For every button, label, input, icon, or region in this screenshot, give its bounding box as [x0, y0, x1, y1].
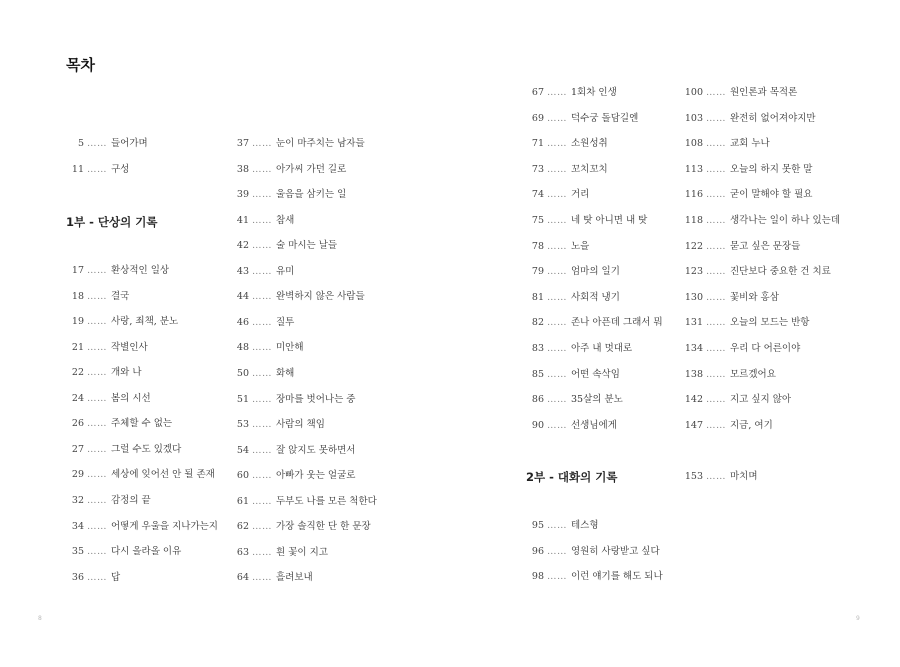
page-ref: 54: [236, 444, 249, 456]
page-ref: 123: [684, 266, 703, 278]
leader-dots: ……: [547, 87, 567, 98]
leader-dots: ……: [252, 521, 272, 533]
page-ref: 64: [236, 572, 249, 584]
leader-dots: ……: [252, 189, 272, 201]
page-ref: 51: [236, 393, 249, 405]
toc-entry: [231, 290, 365, 304]
entry-title: 두부도 나를 모른 척한다: [276, 495, 377, 507]
entry-title: 오늘의 모드는 반항: [730, 317, 810, 329]
entry-title: 선생님에게: [571, 419, 617, 431]
toc-column: [225, 0, 450, 667]
page-ref: 96: [531, 545, 544, 557]
toc-entry: [681, 214, 840, 228]
leader-dots: ……: [547, 163, 567, 175]
leader-dots: ……: [87, 316, 107, 328]
toc-entry: [231, 495, 377, 509]
page-ref: 73: [531, 163, 544, 175]
toc-entry: [526, 519, 599, 533]
leader-dots: ……: [547, 394, 567, 406]
page-ref: 17: [71, 265, 84, 276]
toc-entry: [231, 546, 328, 560]
toc-entry: [681, 240, 800, 254]
page-ref: 71: [531, 138, 544, 150]
page-ref: 42: [236, 240, 249, 252]
leader-dots: ……: [547, 215, 567, 226]
page-ref: 32: [71, 494, 84, 506]
entry-title: 생각나는 일이 하나 있는데: [730, 215, 841, 226]
leader-dots: ……: [706, 266, 726, 278]
toc-entry: [681, 316, 809, 330]
leader-dots: ……: [547, 112, 567, 124]
leader-dots: ……: [87, 571, 107, 583]
entry-title: 모르겠어요: [730, 368, 776, 380]
entry-title: 1회차 인생: [571, 87, 617, 98]
page-ref: 86: [531, 394, 544, 406]
entry-title: 35살의 분노: [571, 394, 623, 406]
part-heading: 1부 - 단상의 기록: [66, 215, 158, 229]
entry-title: 원인론과 목적론: [730, 87, 798, 98]
leader-dots: ……: [87, 163, 107, 175]
toc-entry: [66, 494, 151, 508]
right-page: [450, 0, 900, 667]
toc-entry: [681, 265, 831, 279]
toc-entry: [681, 188, 812, 202]
page-ref: 78: [531, 240, 544, 252]
leader-dots: ……: [87, 341, 107, 353]
page-ref: 98: [531, 571, 544, 582]
page-ref: 11: [71, 163, 84, 175]
toc-entry: [231, 239, 337, 253]
leader-dots: ……: [547, 291, 567, 303]
entry-title: 마치며: [730, 471, 758, 482]
entry-title: 엄마의 일기: [571, 266, 620, 278]
page-ref: 60: [236, 470, 249, 482]
entry-title: 소원성취: [571, 138, 608, 150]
entry-title: 우리 다 어른이야: [730, 343, 801, 354]
entry-title: 덕수궁 돌담길엔: [571, 112, 639, 124]
page-number: 8: [38, 615, 42, 622]
page-ref: 63: [236, 546, 249, 558]
entry-title: 구성: [111, 163, 130, 175]
leader-dots: ……: [706, 394, 726, 406]
leader-dots: ……: [706, 419, 726, 431]
entry-title: 가장 솔직한 단 한 문장: [276, 521, 371, 533]
page-ref: 24: [71, 392, 84, 404]
leader-dots: ……: [252, 342, 272, 354]
page-ref: 21: [71, 341, 84, 353]
page-ref: 27: [71, 443, 84, 455]
leader-dots: ……: [252, 367, 272, 379]
entry-title: 흘려보내: [276, 572, 313, 584]
leader-dots: ……: [547, 266, 567, 278]
page-ref: 82: [531, 317, 544, 329]
toc-entry: [66, 520, 218, 534]
page-ref: 53: [236, 419, 249, 431]
leader-dots: ……: [547, 520, 567, 531]
toc-column: [0, 0, 225, 667]
toc-entry: [231, 571, 313, 585]
leader-dots: ……: [87, 546, 107, 558]
page-ref: 116: [684, 189, 703, 201]
leader-dots: ……: [706, 189, 726, 201]
entry-title: 흰 꽃이 지고: [276, 546, 328, 558]
page-ref: 43: [236, 265, 249, 277]
toc-entry: [231, 137, 365, 151]
toc-entry: [66, 545, 181, 559]
entry-title: 그럴 수도 있겠다: [111, 443, 182, 455]
entry-title: 어떤 속삭임: [571, 368, 620, 380]
toc-entry: [66, 392, 151, 406]
page-ref: 81: [531, 291, 544, 303]
leader-dots: ……: [87, 494, 107, 506]
leader-dots: ……: [547, 138, 567, 150]
page-ref: 41: [236, 214, 249, 226]
leader-dots: ……: [252, 444, 272, 456]
leader-dots: ……: [87, 520, 107, 532]
page-ref: 50: [236, 367, 249, 379]
entry-title: 꼬치꼬치: [571, 163, 608, 175]
entry-title: 영원히 사랑받고 싶다: [571, 545, 660, 557]
entry-title: 질투: [276, 316, 295, 328]
leader-dots: ……: [706, 215, 726, 226]
entry-title: 묻고 싶은 문장들: [730, 240, 801, 252]
leader-dots: ……: [547, 571, 567, 582]
leader-dots: ……: [706, 163, 726, 175]
toc-entry: [681, 470, 758, 484]
page-ref: 103: [684, 112, 703, 124]
toc-entry: [66, 417, 172, 431]
entry-title: 결국: [111, 290, 130, 302]
toc-entry: [681, 368, 776, 382]
page-ref: 61: [236, 495, 249, 507]
page-ref: 122: [684, 240, 703, 252]
entry-title: 이런 얘기를 해도 되나: [571, 571, 663, 582]
toc-entry: [231, 163, 346, 177]
leader-dots: ……: [252, 546, 272, 558]
toc-entry: [66, 468, 215, 482]
leader-dots: ……: [87, 418, 107, 430]
leader-dots: ……: [252, 138, 272, 149]
toc-entry: [231, 393, 355, 407]
leader-dots: ……: [547, 368, 567, 380]
page-ref: 90: [531, 419, 544, 431]
leader-dots: ……: [252, 291, 272, 303]
toc-entry: [231, 520, 371, 534]
leader-dots: ……: [706, 87, 726, 98]
page-ref: 95: [531, 520, 544, 531]
entry-title: 아주 내 멋대로: [571, 343, 633, 354]
page-ref: 48: [236, 342, 249, 354]
entry-title: 아가씨 가던 길로: [276, 163, 347, 175]
page-ref: 29: [71, 469, 84, 481]
entry-title: 술 마시는 날들: [276, 240, 338, 252]
entry-title: 울음을 삼키는 일: [276, 189, 347, 201]
leader-dots: ……: [706, 368, 726, 380]
toc-entry: [681, 112, 816, 126]
entry-title: 유미: [276, 265, 295, 277]
leader-dots: ……: [547, 317, 567, 329]
leader-dots: ……: [706, 317, 726, 329]
leader-dots: ……: [252, 240, 272, 252]
entry-title: 어떻게 우울을 지나가는지: [111, 520, 218, 532]
entry-title: 답: [111, 571, 121, 583]
toc-entry: [526, 545, 660, 559]
leader-dots: ……: [706, 471, 726, 482]
entry-title: 꽃비와 홍삼: [730, 291, 779, 303]
part-heading: 2부 - 대화의 기록: [526, 470, 618, 484]
page-ref: 79: [531, 266, 544, 278]
leader-dots: ……: [252, 495, 272, 507]
entry-title: 진단보다 중요한 건 치료: [730, 266, 831, 278]
toc-entry: [66, 366, 142, 380]
page-ref: 44: [236, 291, 249, 303]
leader-dots: ……: [252, 470, 272, 482]
page-ref: 22: [71, 367, 84, 379]
page-ref: 46: [236, 316, 249, 328]
toc-entry: [231, 341, 304, 355]
page-ref: 67: [531, 87, 544, 98]
page-ref: 69: [531, 112, 544, 124]
toc-entry: [231, 367, 294, 381]
page-ref: 37: [236, 138, 249, 149]
page-ref: 36: [71, 571, 84, 583]
leader-dots: ……: [252, 163, 272, 175]
entry-title: 교회 누나: [730, 138, 770, 150]
page-ref: 75: [531, 215, 544, 226]
entry-title: 참새: [276, 214, 295, 226]
leader-dots: ……: [252, 572, 272, 584]
page-ref: 100: [684, 87, 703, 98]
entry-title: 봄의 시선: [111, 392, 151, 404]
toc-entry: [681, 419, 773, 433]
page-ref: 147: [684, 419, 703, 431]
leader-dots: ……: [87, 367, 107, 379]
entry-title: 거리: [571, 189, 590, 201]
toc-entry: [681, 163, 812, 177]
entry-title: 사랑, 죄책, 분노: [111, 316, 179, 328]
page-number: 9: [856, 615, 860, 622]
entry-title: 세상에 잊어선 안 될 존재: [111, 469, 215, 481]
page-ref: 131: [684, 317, 703, 329]
leader-dots: ……: [547, 240, 567, 252]
entry-title: 테스형: [571, 520, 599, 531]
entry-title: 환상적인 일상: [111, 265, 170, 276]
page-ref: 153: [684, 471, 703, 482]
page-ref: 138: [684, 368, 703, 380]
leader-dots: ……: [87, 443, 107, 455]
page-ref: 34: [71, 520, 84, 532]
leader-dots: ……: [252, 419, 272, 431]
page-ref: 130: [684, 291, 703, 303]
page-ref: 35: [71, 546, 84, 558]
leader-dots: ……: [87, 265, 107, 276]
entry-title: 들어가며: [111, 138, 148, 149]
toc-entry: [231, 214, 294, 228]
entry-title: 작별인사: [111, 341, 148, 353]
leader-dots: ……: [252, 265, 272, 277]
entry-title: 감정의 끝: [111, 494, 151, 506]
toc-entry: [681, 291, 779, 305]
entry-title: 잘 앉지도 못하면서: [276, 444, 356, 456]
toc-entry: [231, 469, 355, 483]
leader-dots: ……: [87, 469, 107, 481]
toc-column: [450, 0, 675, 667]
entry-title: 네 탓 아니면 내 탓: [571, 215, 648, 226]
leader-dots: ……: [547, 343, 567, 354]
leader-dots: ……: [252, 393, 272, 405]
toc-entry: [231, 444, 355, 458]
entry-title: 개와 나: [111, 367, 142, 379]
page-ref: 18: [71, 290, 84, 302]
entry-title: 미안해: [276, 342, 304, 354]
page-ref: 62: [236, 521, 249, 533]
leader-dots: ……: [87, 138, 107, 149]
leader-dots: ……: [706, 112, 726, 124]
entry-title: 아빠가 웃는 얼굴로: [276, 470, 356, 482]
leader-dots: ……: [252, 316, 272, 328]
toc-title: 목차: [66, 56, 95, 74]
entry-title: 완전히 없어져야지만: [730, 112, 816, 124]
toc-entry: [526, 570, 663, 584]
leader-dots: ……: [547, 189, 567, 201]
page-ref: 38: [236, 163, 249, 175]
leader-dots: ……: [706, 138, 726, 150]
entry-title: 노을: [571, 240, 590, 252]
entry-title: 화해: [276, 367, 295, 379]
entry-title: 존나 아픈데 그래서 뭐: [571, 317, 663, 329]
toc-entry: [66, 290, 129, 304]
page-ref: 142: [684, 394, 703, 406]
toc-entry: [231, 188, 346, 202]
entry-title: 사회적 냉기: [571, 291, 620, 303]
entry-title: 완벽하지 않은 사람들: [276, 291, 365, 303]
toc-entry: [681, 393, 791, 407]
page-ref: 83: [531, 343, 544, 354]
leader-dots: ……: [547, 419, 567, 431]
entry-title: 장마를 벗어나는 중: [276, 393, 356, 405]
page-ref: 39: [236, 189, 249, 201]
entry-title: 굳이 말해야 할 필요: [730, 189, 813, 201]
toc-column: [675, 0, 900, 667]
toc-entry: [231, 316, 294, 330]
leader-dots: ……: [706, 240, 726, 252]
page-ref: 5: [77, 138, 84, 149]
page-ref: 26: [71, 418, 84, 430]
leader-dots: ……: [547, 545, 567, 557]
toc-entry: [66, 315, 178, 329]
leader-dots: ……: [706, 343, 726, 354]
leader-dots: ……: [252, 214, 272, 226]
page-ref: 19: [71, 316, 84, 328]
entry-title: 지금, 여기: [730, 419, 773, 431]
toc-entry: [681, 137, 770, 151]
page-ref: 113: [684, 163, 703, 175]
page-ref: 108: [684, 138, 703, 150]
page-ref: 134: [684, 343, 703, 354]
entry-title: 지고 싶지 않아: [730, 394, 792, 406]
leader-dots: ……: [706, 291, 726, 303]
page-ref: 118: [684, 215, 703, 226]
toc-entry: [681, 342, 800, 356]
entry-title: 눈이 마주치는 남자들: [276, 138, 365, 149]
toc-entry: [681, 86, 797, 100]
toc-entry: [66, 443, 181, 457]
entry-title: 사람의 책임: [276, 419, 325, 431]
leader-dots: ……: [87, 290, 107, 302]
entry-title: 오늘의 하지 못한 말: [730, 163, 813, 175]
page-ref: 74: [531, 189, 544, 201]
toc-entry: [66, 341, 148, 355]
toc-entry: [66, 571, 120, 585]
entry-title: 다시 올라올 이유: [111, 546, 182, 558]
entry-title: 주체할 수 없는: [111, 418, 173, 430]
toc-entry: [66, 264, 169, 278]
leader-dots: ……: [87, 392, 107, 404]
page-ref: 85: [531, 368, 544, 380]
toc-entry: [231, 265, 294, 279]
toc-entry: [231, 418, 325, 432]
